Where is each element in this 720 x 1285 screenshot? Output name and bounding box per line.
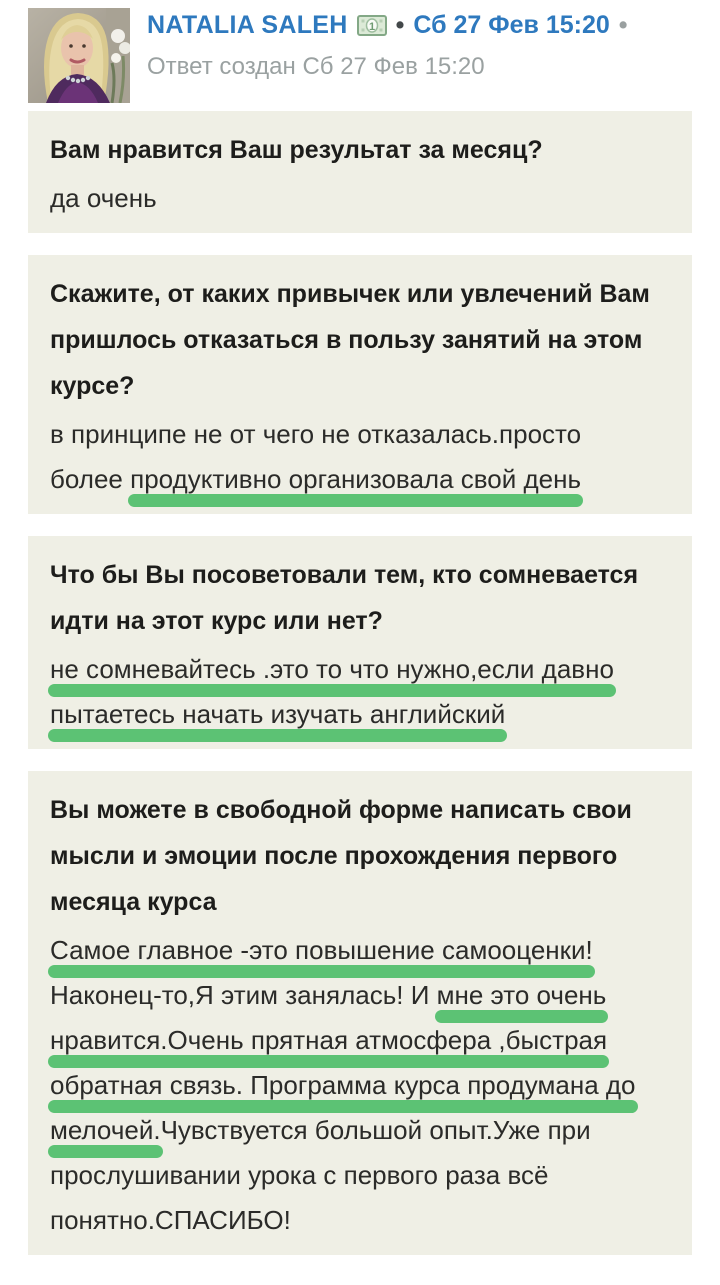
answer-text <box>50 419 672 504</box>
answer-text <box>50 935 672 1245</box>
question-text: Скажите, от каких привычек или увлечений Вам пришлось отказаться в пользу занятий на этом курсе? <box>50 280 650 400</box>
highlighted-answer-text: обратная связь. Программа курса продумана до <box>50 1070 636 1100</box>
highlighted-answer-text: пытаетесь начать изучать английский <box>50 699 506 729</box>
reply-created-label: Ответ создан Сб 27 Фев 15:20 <box>147 53 485 80</box>
answer-segment: да очень <box>50 183 157 213</box>
answer-text <box>50 654 672 739</box>
answer-text <box>50 183 672 223</box>
qa-block <box>28 111 692 233</box>
answer-line <box>50 980 672 1025</box>
highlighted-answer-text: продуктивно организовала свой день <box>130 464 582 494</box>
post-header-info <box>147 8 692 81</box>
answer-segment: прослушивании урока с первого раза всё <box>50 1160 549 1190</box>
answer-line <box>50 935 672 980</box>
question-text: Что бы Вы посоветовали тем, кто сомневается идти на этот курс или нет? <box>50 561 639 635</box>
answer-line <box>50 464 672 504</box>
answer-line <box>50 654 672 699</box>
answer-line <box>50 699 672 739</box>
answer-line <box>50 1070 672 1115</box>
highlighted-answer-text: нравится.Очень прятная атмосфера ,быстрая <box>50 1025 608 1055</box>
answer-line <box>50 1160 672 1205</box>
answer-line <box>50 419 672 464</box>
qa-block <box>28 771 692 1255</box>
separator-dot: • <box>395 11 405 39</box>
answer-line <box>50 1115 672 1160</box>
post-timestamp[interactable]: Сб 27 Фев 15:20 <box>413 11 610 39</box>
answer-segment: более <box>50 464 131 494</box>
highlighted-answer-text: мелочей. <box>50 1115 161 1145</box>
question-text: Вы можете в свободной форме написать свои мысли и эмоции после прохождения первого месяца курса <box>50 796 632 916</box>
question-text: Вам нравится Ваш результат за месяц? <box>50 136 543 164</box>
answer-segment: понятно.СПАСИБО! <box>50 1205 291 1235</box>
highlighted-answer-text: Самое главное -это повышение самооценки! <box>50 935 593 965</box>
qa-blocks <box>0 111 720 1255</box>
name-row <box>147 10 692 40</box>
qa-block <box>28 255 692 514</box>
answer-line <box>50 1025 672 1070</box>
highlighted-answer-text: не сомневайтесь .это то что нужно,если давно <box>50 654 614 684</box>
user-avatar-photo <box>28 8 130 103</box>
username-link[interactable]: NATALIA SALEH <box>147 11 348 39</box>
page-bottom-spacer <box>0 1277 720 1285</box>
post-header <box>0 0 720 103</box>
separator-dot: • <box>618 11 628 39</box>
answer-segment: Наконец-то,Я этим занялась! И <box>50 980 437 1010</box>
avatar[interactable] <box>28 8 130 103</box>
highlighted-answer-text: мне это очень <box>436 980 607 1010</box>
answer-line <box>50 1205 672 1245</box>
answer-segment: в принципе не от чего не отказалась.просто <box>50 419 582 449</box>
answer-segment: Чувствуется большой опыт.Уже при <box>160 1115 591 1145</box>
svg-text:1: 1 <box>368 20 375 33</box>
qa-block <box>28 536 692 749</box>
banknote-icon <box>357 15 387 36</box>
answer-line <box>50 183 672 223</box>
